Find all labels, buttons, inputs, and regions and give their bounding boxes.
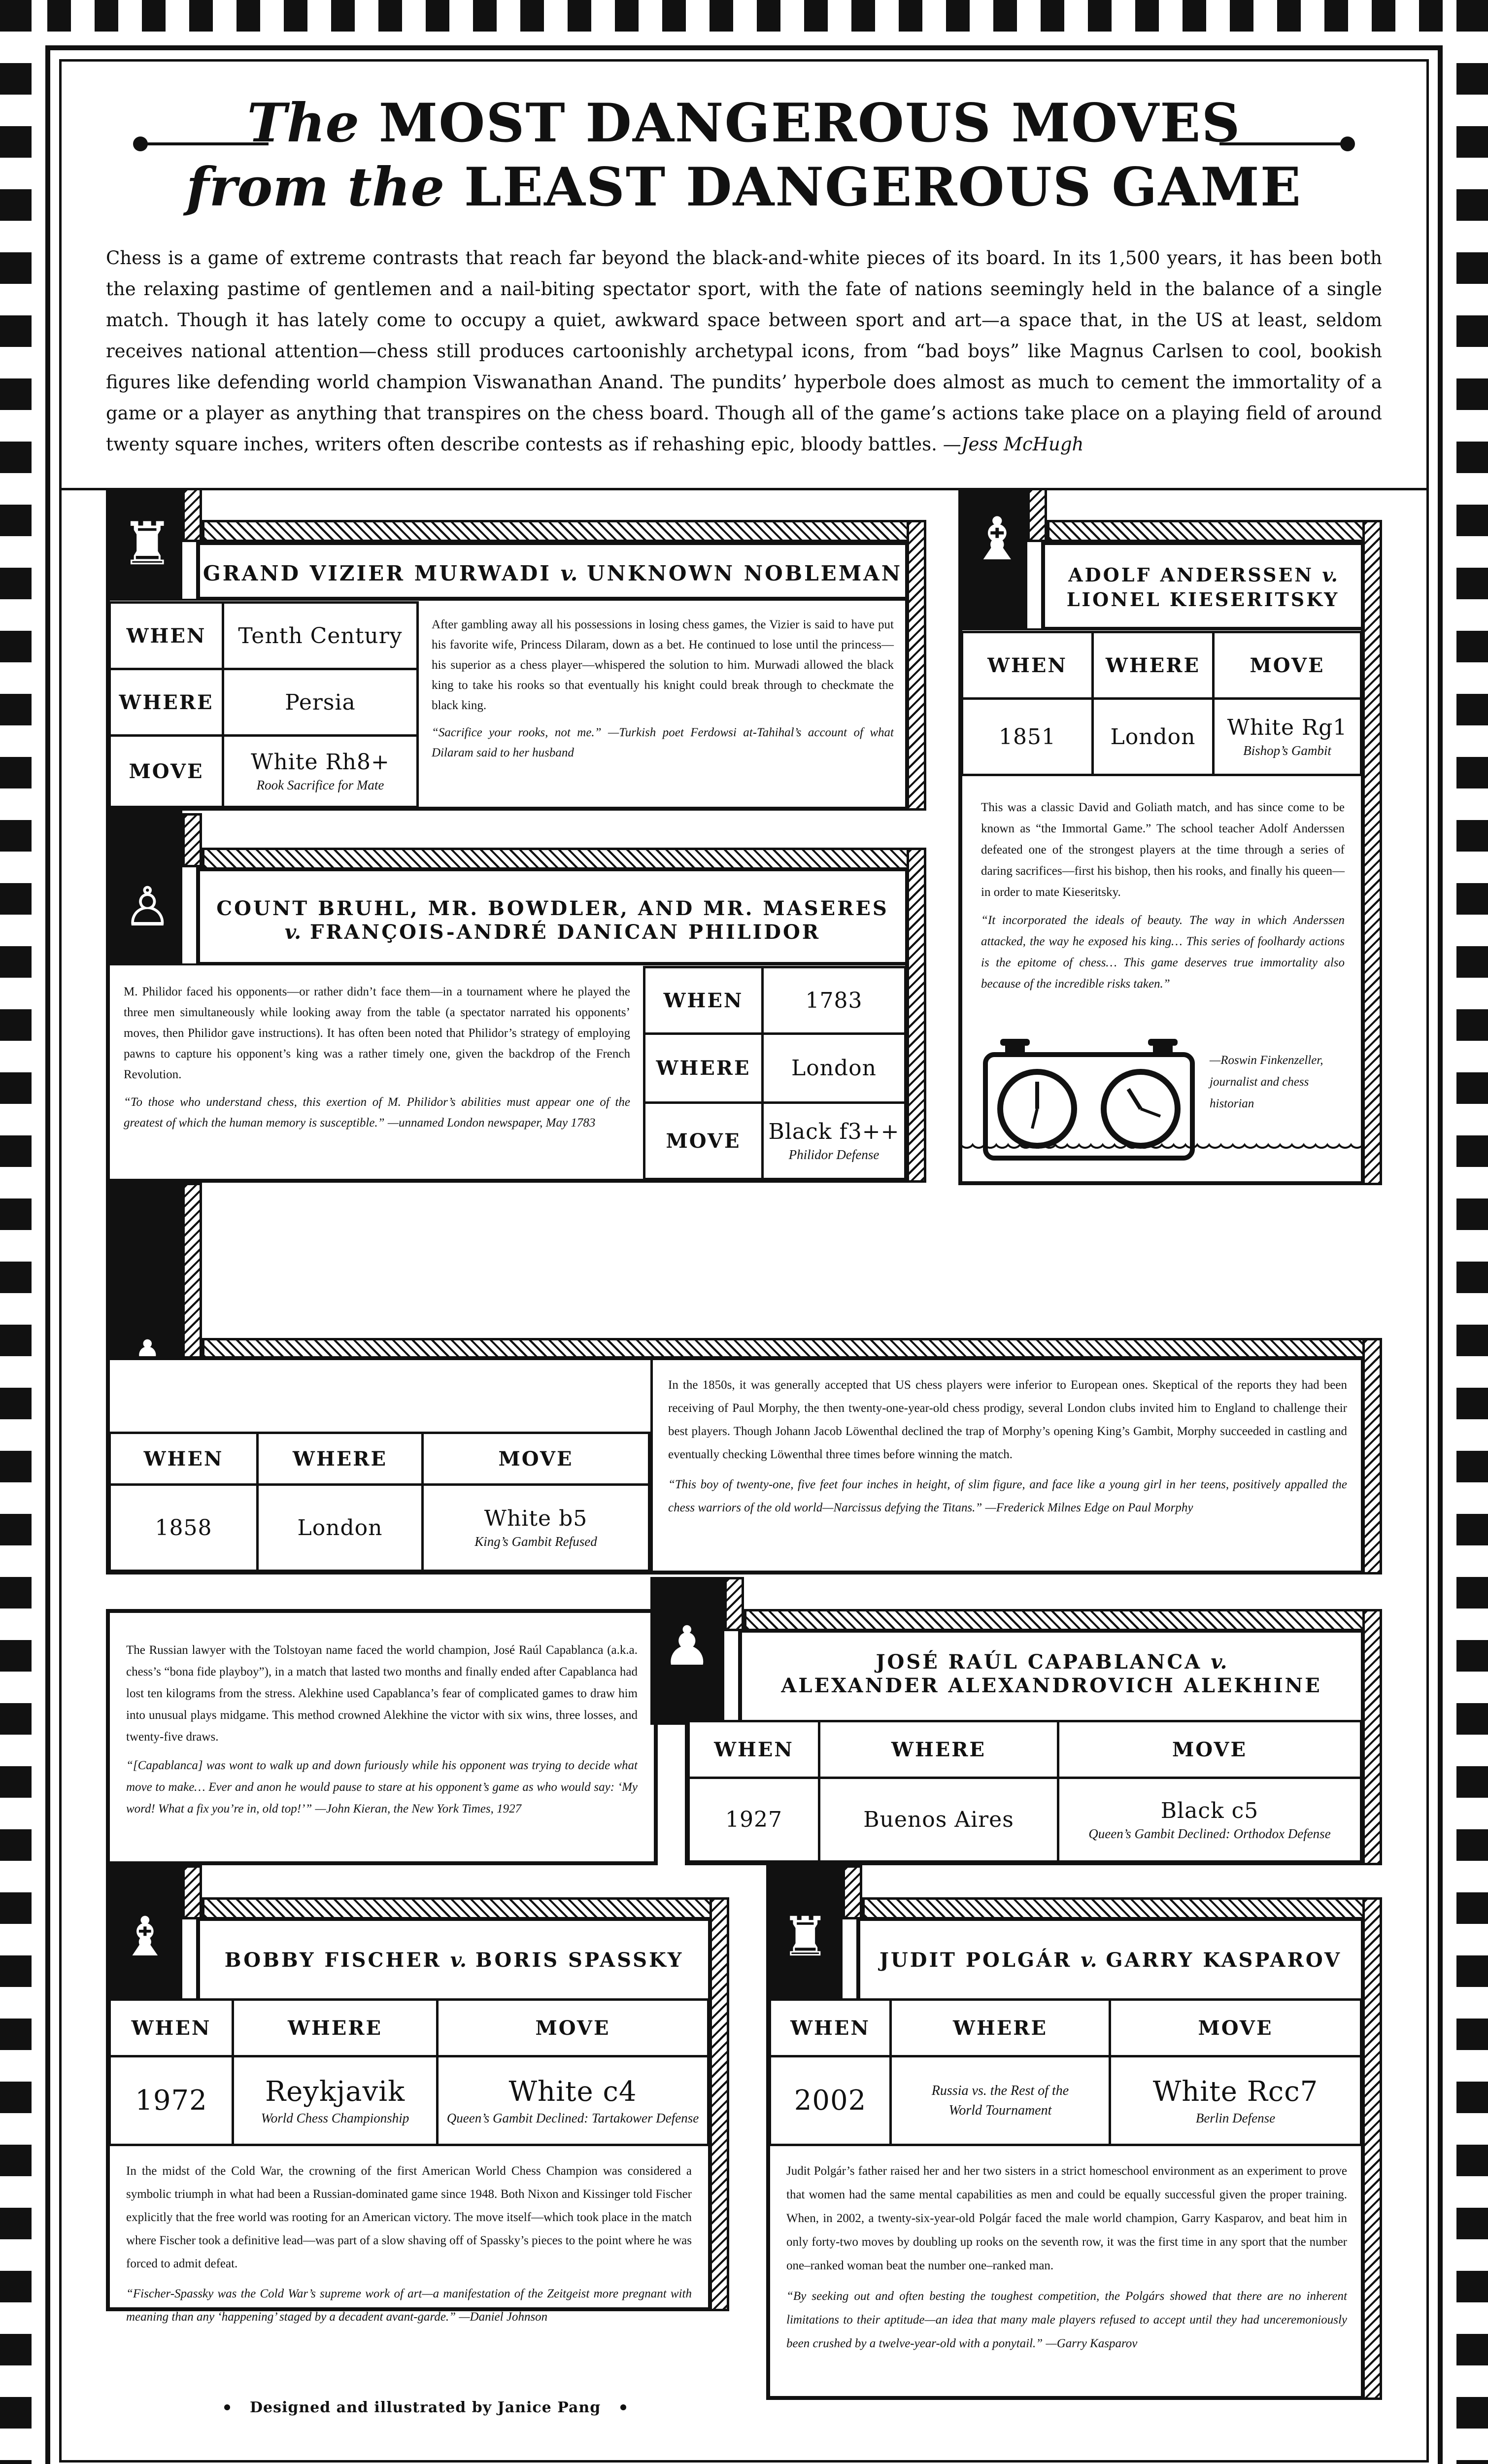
- polgar-move-label: MOVE: [1109, 1998, 1362, 2057]
- morphy-move: White b5 King’s Gambit Refused: [421, 1483, 650, 1572]
- philidor-title: COUNT BRUHL, MR. BOWDLER, AND MR. MASERES v. FRANÇOIS-ANDRÉ DANICAN PHILIDOR: [216, 897, 889, 944]
- morphy-when-label: WHEN: [108, 1432, 259, 1486]
- anderssen-where: London: [1091, 697, 1215, 776]
- anderssen-description: This was a classic David and Goliath match, and has since come to be known as “the Immortal Game.” The school teacher Adolf Anderssen defeated one of the strongest players at the time through a series of daring sacrifices—first his bishop, then his rooks, and finally his queen—in order to mate Kieseritsky. “It incorporated the ideals of beauty. The way in which Anderssen attacked, the way he exposed his king… This series of foolhardy actions is the epitome of chess… This game deserves true immortality also because of the incredible risks taken.”: [981, 801, 1345, 991]
- credit-line: [224, 2395, 643, 2420]
- capablanca-move: Black c5 Queen’s Gambit Declined: Orthodox Defense: [1057, 1777, 1362, 1863]
- rook-icon-polgar: ♜: [781, 1905, 830, 1968]
- capablanca-hatch: [724, 1577, 744, 1631]
- murwadi-move: White Rh8+ Rook Sacrifice for Mate: [222, 734, 419, 808]
- capablanca-when: 1927: [687, 1777, 820, 1863]
- murwadi-hatch: [182, 488, 202, 542]
- philidor-hatch-side: [907, 848, 926, 1183]
- philidor-where: London: [761, 1032, 907, 1104]
- murwadi-where: Persia: [222, 668, 419, 737]
- capablanca-description: The Russian lawyer with the Tolstoyan name faced the world champion, José Raúl Capablanca (a.k.a. chess’s “bona fide playboy”), in a match that lasted two months and finally ended after Capablanca had lost ten kilograms from the stress. Alekhine used Capablanca’s fear of complicated games to draw him into unusual plays midgame. This method crowned Alekhine the victor with six wins, three losses, and twenty-five draws. “[Capablanca] was wont to walk up and down furiously while his opponent was trying to decide what move to make… Ever and anon he would pause to stare at his opponent’s game as who would say: ‘My word! What a fix you’re in, old top!’” —John Kieran, the New York Times, 1927: [126, 1643, 638, 1815]
- morphy-divider: [650, 1360, 653, 1572]
- polgar-hatch-top: [862, 1897, 1382, 1919]
- morphy-where: London: [256, 1483, 424, 1572]
- anderssen-title-box: [1041, 541, 1365, 631]
- philidor-when: 1783: [761, 966, 907, 1035]
- polgar-title: JUDIT POLGÁR v. GARRY KASPAROV: [879, 1949, 1342, 1972]
- fischer-move: White c4 Queen’s Gambit Declined: Tartakower Defense: [436, 2055, 710, 2146]
- polgar-title-box: [856, 1917, 1365, 2003]
- murwadi-when: Tenth Century: [222, 601, 419, 670]
- morphy-move-label: MOVE: [421, 1432, 650, 1486]
- bishop-icon: ♝: [971, 505, 1024, 574]
- anderssen-when: 1851: [961, 697, 1094, 776]
- polgar-where: Russia vs. the Rest of the World Tournament: [889, 2055, 1111, 2146]
- capablanca-title-box: [738, 1629, 1365, 1725]
- anderssen-where-label: WHERE: [1091, 631, 1215, 700]
- polgar-hatch: [843, 1865, 862, 1919]
- murwadi-hatch-side: [907, 520, 926, 811]
- page-title-line-1: The MOST DANGEROUS MOVES: [247, 92, 1241, 154]
- philidor-description: M. Philidor faced his opponents—or rather didn’t face them—in a tournament where he played the three men simultaneously while looking away from the table (a spectator narrated his opponents’ moves, then Philidor gave instructions). It has often been noted that Philidor’s strategy of employing pawns to capture his opponent’s king was a rather timely one, given the backdrop of the French Revolution. “To those who understand chess, this exertion of M. Philidor’s abilities must appear one of the greatest of which the human memory is susceptible.” —unnamed London newspaper, May 1783: [124, 985, 630, 1129]
- checkered-border-top: [0, 0, 1488, 32]
- anderssen-quote-author: —Roswin Finkenzeller, journalist and chess historian: [1210, 1054, 1323, 1110]
- pawn-icon-capablanca: ♟: [663, 1614, 711, 1677]
- morphy-when: 1858: [108, 1483, 259, 1572]
- fischer-when-label: WHEN: [108, 1998, 234, 2057]
- fischer-title-box: [196, 1917, 712, 2003]
- fischer-description: In the midst of the Cold War, the crowning of the first American World Chess Champion was considered a symbolic triumph in what had been a Russian-dominated game since 1948. Both Nixon and Kissinger told Fischer explicitly that the free world was rooting for an American victory. The move itself—which took place in the match where Fischer took a definitive lead—was part of a slow shaving off of Spassky’s pieces to the point where he was forced to admit defeat. “Fischer-Spassky was the Cold War’s supreme work of art—a manifestation of the Zeitgeist more pregnant with meaning than any ‘happening’ staged by a decadent avant-garde.” —Daniel Johnson: [126, 2164, 692, 2324]
- murwadi-title: GRAND VIZIER MURWADI v. UNKNOWN NOBLEMAN: [203, 561, 903, 585]
- philidor-hatch: [182, 813, 202, 867]
- capablanca-hatch-top: [744, 1609, 1382, 1631]
- morphy-hatch-side: [1362, 1338, 1382, 1574]
- bishop-icon-fischer: ♝: [121, 1905, 169, 1968]
- capablanca-when-label: WHEN: [687, 1720, 820, 1779]
- philidor-move-label: MOVE: [643, 1101, 764, 1180]
- intro-author: —Jess McHugh: [943, 434, 1084, 455]
- credit-dot-left: [224, 2404, 230, 2410]
- polgar-move: White Rcc7 Berlin Defense: [1109, 2055, 1362, 2146]
- fischer-where-label: WHERE: [232, 1998, 439, 2057]
- polgar-hatch-side: [1362, 1897, 1382, 2400]
- capablanca-where-label: WHERE: [818, 1720, 1059, 1779]
- philidor-where-label: WHERE: [643, 1032, 764, 1104]
- morphy-hatch: [182, 1183, 202, 1360]
- philidor-when-label: WHEN: [643, 966, 764, 1035]
- philidor-title-box: [196, 867, 909, 966]
- polgar-description: Judit Polgár’s father raised her and her two sisters in a strict homeschool environment as an experiment to prove that women had the same mental capabilities as men and could be equally successful given the proper training. When, in 2002, a twenty-six-year-old Polgár faced the male world champion, Garry Kasparov, and beat him in only forty-two moves by doubling up rooks on the seventh row, it was the first time in any sport that the number one–ranked woman beat the number one–ranked man. “By seeking out and often besting the toughest competition, the Polgárs showed that there are no inherent limitations to their aptitude—an idea that many male players refused to accept until they had unceremoniously been crushed by a twelve-year-old with a ponytail.” —Garry Kasparov: [786, 2164, 1347, 2350]
- capablanca-title: JOSÉ RAÚL CAPABLANCA v. ALEXANDER ALEXANDROVICH ALEKHINE: [781, 1650, 1322, 1697]
- anderssen-title: ADOLF ANDERSSEN v. LIONEL KIESERITSKY: [1066, 564, 1340, 611]
- anderssen-hatch-side: [1362, 520, 1382, 1185]
- pawn-icon: ♙: [123, 875, 172, 938]
- anderssen-when-label: WHEN: [961, 631, 1094, 700]
- credit-text: Designed and illustrated by Janice Pang: [250, 2398, 601, 2416]
- anderssen-move-label: MOVE: [1212, 631, 1362, 700]
- anderssen-wavy-divider: [961, 1142, 1362, 1152]
- anderssen-hatch: [1027, 488, 1047, 542]
- anderssen-move: White Rg1 Bishop’s Gambit: [1212, 697, 1362, 776]
- fischer-move-label: MOVE: [436, 1998, 710, 2057]
- philidor-move: Black f3++ Philidor Defense: [761, 1101, 907, 1180]
- morphy-description: In the 1850s, it was generally accepted that US chess players were inferior to European ones. Skeptical of the reports they had been receiving of Paul Morphy, the then twenty-one-year-old chess prodigy, several London clubs invited him to England to challenge their best players. Though Johann Jacob Löwenthal declined the trap of Morphy’s opening King’s Gambit, Morphy succeeded in castling and eventually checking Löwenthal three times before winning the match. “This boy of twenty-one, five feet four inches in height, of slim figure, and face like a young girl in her teens, positively appalled the chess warriors of the old world—Narcissus defying the Titans.” —Frederick Milnes Edge on Paul Morphy: [668, 1378, 1347, 1514]
- fischer-hatch-top: [202, 1897, 729, 1919]
- murwadi-move-label: MOVE: [108, 734, 224, 808]
- fischer-hatch: [182, 1865, 202, 1919]
- capablanca-where: Buenos Aires: [818, 1777, 1059, 1863]
- capablanca-move-label: MOVE: [1057, 1720, 1362, 1779]
- murwadi-when-label: WHEN: [108, 601, 224, 670]
- polgar-where-label: WHERE: [889, 1998, 1111, 2057]
- checkered-border-right: [1456, 0, 1488, 2464]
- fischer-hatch-side: [710, 1897, 729, 2311]
- credit-dot-right: [620, 2404, 626, 2410]
- philidor-hatch-top: [202, 848, 926, 870]
- murwadi-title-box: [196, 541, 909, 601]
- polgar-when-label: WHEN: [769, 1998, 892, 2057]
- polgar-when: 2002: [769, 2055, 892, 2146]
- rook-icon: ♜: [121, 510, 174, 579]
- page-title-line-2: from the LEAST DANGEROUS GAME: [186, 156, 1302, 218]
- anderssen-hatch-top: [1047, 520, 1382, 542]
- fischer-title: BOBBY FISCHER v. BORIS SPASSKY: [224, 1949, 684, 1972]
- fischer-when: 1972: [108, 2055, 234, 2146]
- intro-paragraph: Chess is a game of extreme contrasts that reach far beyond the black-and-white pieces of its board. In its 1,500 years, it has been both the relaxing pastime of gentlemen and a nail-biting spectator sport, with the fate of nations seemingly held in the balance of a single match. Though it has lately come to occupy a quiet, awkward space between sport and art—a space that, in the US at least, seldom receives national attention—chess still produces cartoonishly archetypal icons, from “bad boys” like Magnus Carlsen to cool, bookish figures like defending world champion Viswanathan Anand. The pundits’ hyperbole does almost as much to cement the immortality of a game or a player as anything that transpires on the chess board. Though all of the game’s actions take place on a playing field of around twenty square inches, writers often describe contests as if rehashing epic, bloody battles. —Jess McHugh: [106, 247, 1382, 455]
- capablanca-hatch-side: [1362, 1609, 1382, 1865]
- checkered-border-left: [0, 0, 32, 2464]
- murwadi-where-label: WHERE: [108, 668, 224, 737]
- murwadi-hatch-top: [202, 520, 926, 542]
- morphy-where-label: WHERE: [256, 1432, 424, 1486]
- fischer-where: Reykjavik World Chess Championship: [232, 2055, 439, 2146]
- murwadi-description: After gambling away all his possessions in losing chess games, the Vizier is said to have put his favorite wife, Princess Dilaram, down as a bet. He continued to lose until the princess—his superior as a chess player—whispered the solution to him. Murwadi allowed the black king to take his rooks so that eventually his knight could break through to checkmate the black king. “Sacrifice your rooks, not me.” —Turkish poet Ferdowsi at-Tahihal’s account of what Dilaram said to her husband: [432, 618, 894, 759]
